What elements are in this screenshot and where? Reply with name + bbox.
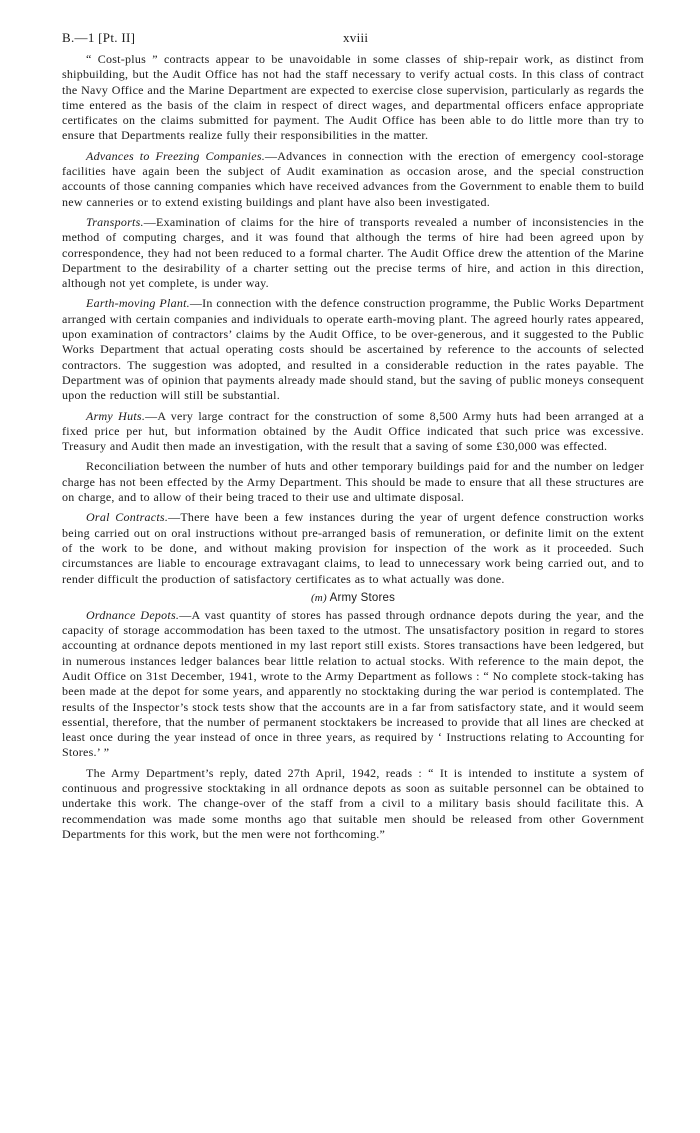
page-header [62,30,644,52]
page-number: xviii [343,30,369,45]
paragraph-lead: Army Huts. [86,408,146,423]
paragraph-oral-contracts: Oral Contracts.—There have been a few instances during the year of urgent defence construction works being carried out on oral instructions without pre-arranged basis of remuneration, or definite limit on the extent of the work to be done, and without making provision for inspection of the work as it proceeded. Such circumstances are liable to encourage extravagant claims, to lead to unnecessary work being carried out, and to render difficult the production of satisfactory certificates as to what actually was done. [62,510,644,586]
paragraph-lead: Oral Contracts. [86,510,169,525]
paragraph-lead: Ordnance Depots. [86,607,180,622]
paragraph-ordnance-depots: Ordnance Depots.—A vast quantity of stores has passed through ordnance depots during the year, and the capacity of storage accommodation has been taxed to the utmost. The unsatisfactory position in regard to stores accounting at ordnance depots mentioned in my last report still exists. Stores transactions have been ledgered, but in numerous instances ledger balances bear little relation to actual stocks. With reference to the main depot, the Audit Office on 31st December, 1941, wrote to the Army Department as follows : “ No complete stock-taking has been made at the depot for some years, and apparently no stocktaking during the war period is contemplated. The results of the Inspector’s stock tests show that the accounts are in a far from satisfactory state, and it would seem essential, therefore, that the number of permanent stocktakers be increased to provide that all lines are checked at least once during the year instead of once in three years, as required by ‘ Instructions relating to Accounting for Stores.’ ” [62,607,644,760]
paragraph-cost-plus: “ Cost-plus ” contracts appear to be unavoidable in some classes of ship-repair work, as distinct from shipbuilding, but the Audit Office has not had the staff necessary to verify actual costs. In this class of contract the Navy Office and the Marine Department are expected to exercise close supervision, particularly as regards the time entered as the basis of the claim in respect of direct wages, and departmental officers enface appropriate certificates on the claims submitted for payment. The Audit Office has been able to do little more than try to ensure that Departments realize fully their responsibilities in the matter. [62,52,644,143]
document-page [62,30,644,847]
paragraph-earth-moving-plant: Earth-moving Plant.—In connection with the defence construction programme, the Public Works Department arranged with certain companies and individuals to operate earth-moving plant. The agreed hourly rates appeared, upon examination of contractors’ claims by the Audit Office, to be over-generous, and it suggested to the Public Works Department that actual operating costs should be ascertained by reference to the accounts of selected contractors. The suggestion was adopted, and resulted in a considerable reduction in the rates payable. The Department was of opinion that payments already made should stand, but the saving of public moneys consequent upon the reduction will still be substantial. [62,296,644,403]
paragraph-lead: Advances to Freezing Companies. [86,148,265,163]
section-title: Army Stores [329,591,396,604]
paragraph-transports: Transports.—Examination of claims for the hire of transports revealed a number of inconsistencies in the method of computing charges, and it was found that although the terms of hire had been agreed upon by correspondence, they had not been reduced to a formal charter. The Audit Office drew the attention of the Marine Department to the desirability of a charter setting out the precise terms of hire, and action in this direction, although not yet complete, is under way. [62,214,644,291]
paragraph-army-department-reply: The Army Department’s reply, dated 27th April, 1942, reads : “ It is intended to institute a system of continuous and progressive stocktaking in all ordnance depots as soon as suitable personnel can be obtained to undertake this work. The change-over of the staff from a civil to a military basis should facilitate this. A recommendation was made some months ago that suitable men should be released from other Government Departments for this work, but the men were not forthcoming.” [62,765,644,841]
section-heading [62,592,644,604]
document-reference: B.—1 [Pt. II] [62,30,136,45]
paragraph-lead: Earth-moving Plant. [86,296,190,311]
paragraph-freezing-companies: Advances to Freezing Companies.—Advances in connection with the erection of emergency cool-storage facilities have again been the subject of Audit examination as occasion arose, and the special construction accounts of those canning companies which have received advances from the Government to enable them to build new canneries or to extend existing buildings and plant have also been investigated. [62,148,644,209]
paragraph-reconciliation: Reconciliation between the number of huts and other temporary buildings paid for and the number on ledger charge has not been effected by the Army Department. This should be made to ensure that all these structures are on charge, and to allow of their being traced to their use and ultimate disposal. [62,459,644,505]
section-marker: (m) [310,591,327,604]
paragraph-army-huts: Army Huts.—A very large contract for the construction of some 8,500 Army huts had been arranged at a fixed price per hut, but information obtained by the Audit Office indicated that such price was excessive. Treasury and Audit then made an investigation, with the result that a saving of some £30,000 was effected. [62,408,644,454]
paragraph-lead: Transports. [86,214,144,229]
